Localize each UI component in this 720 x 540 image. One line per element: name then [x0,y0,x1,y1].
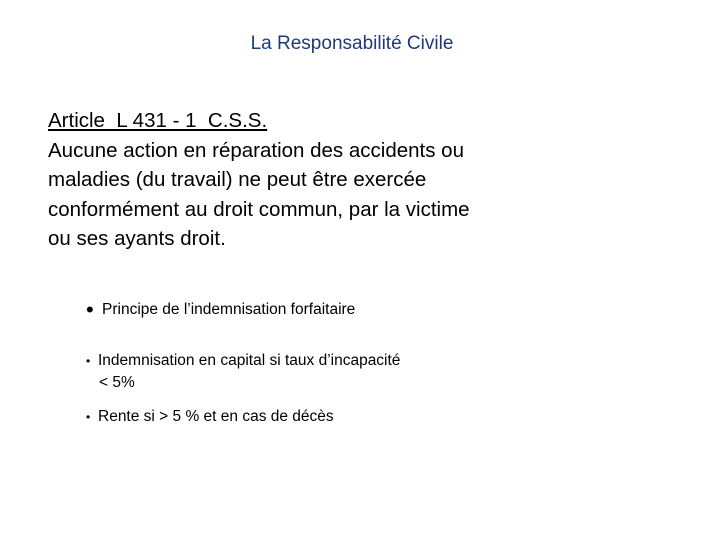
article-line: conformément au droit commun, par la victime [48,197,470,221]
article-block [48,106,668,254]
bullet-text: Indemnisation en capital si taux d’incapacité [98,352,401,369]
article-heading: Article L 431 - 1 C.S.S. [48,109,268,132]
bullet-rente [86,406,334,428]
bullet-text: Principe de l’indemnisation forfaitaire [102,301,356,318]
article-line: maladies (du travail) ne peut être exercée [48,168,427,191]
article-line: Aucune action en réparation des accidents ou [48,138,464,162]
bullet-text-continuation: < 5% [99,374,135,391]
article-line: ou ses ayants droit. [48,227,226,250]
bullet-principe [86,297,355,323]
slide-title: La Responsabilité Civile [250,33,454,54]
bullet-marker: • [86,297,94,322]
bullet-indemnisation [86,350,400,394]
bullet-marker: • [86,354,91,368]
bullet-text: Rente si > 5 % et en cas de décès [98,408,334,425]
bullet-marker: • [86,410,91,424]
